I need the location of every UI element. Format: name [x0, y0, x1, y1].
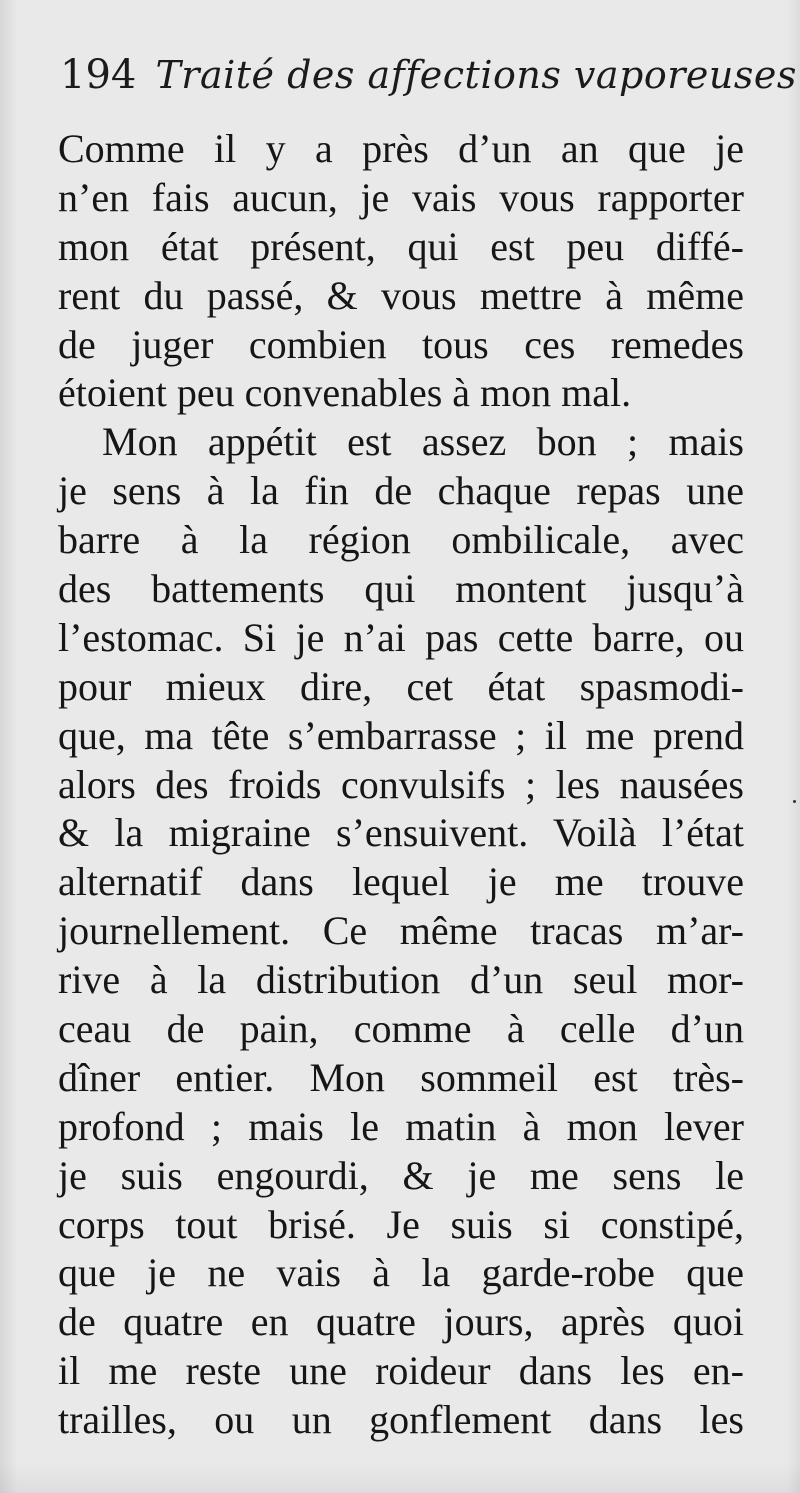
text-line: trailles, ou un gonflement dans les [58, 1397, 744, 1443]
text-line: je suis engourdi, & je me sens le [58, 1152, 744, 1198]
text-line: rent du passé, & vous mettre à même [58, 272, 744, 318]
text-line: ceau de pain, comme à celle d’un [58, 1006, 744, 1052]
text-line: il me reste une roideur dans les en- [58, 1348, 744, 1394]
text-line: alternatif dans lequel je me trouve [58, 859, 744, 905]
text-line: des battements qui montent jusqu’à [58, 566, 744, 612]
paragraph-first-line: Mon appétit est assez bon ; mais [102, 419, 744, 465]
text-line: pour mieux dire, cet état spasmodi- [58, 663, 744, 709]
text-line: rive à la distribution d’un seul mor- [58, 957, 744, 1003]
ink-speck [793, 800, 796, 803]
text-line: profond ; mais le matin à mon lever [58, 1103, 744, 1149]
text-line: alors des froids convulsifs ; les nausées [58, 761, 744, 807]
text-line: que je ne vais à la garde-robe que [58, 1250, 744, 1296]
text-line: l’estomac. Si je n’ai pas cette barre, ou [58, 614, 744, 660]
text-line: journellement. Ce même tracas m’ar- [58, 908, 744, 954]
page-number: 194 [60, 52, 137, 98]
text-line: je sens à la fin de chaque repas une [58, 468, 744, 514]
text-line: corps tout brisé. Je suis si constipé, [58, 1201, 744, 1247]
body-text [58, 125, 744, 1445]
text-line: de juger combien tous ces remedes [58, 321, 744, 367]
running-title: Traité des affections vaporeuses [155, 53, 797, 97]
text-line: que, ma tête s’embarrasse ; il me prend [58, 712, 744, 758]
text-line: dîner entier. Mon sommeil est très- [58, 1054, 744, 1100]
text-line: & la migraine s’ensuivent. Voilà l’état [58, 810, 744, 856]
text-line: n’en fais aucun, je vais vous rapporter [58, 174, 744, 220]
text-line: étoient peu convenables à mon mal. [58, 370, 632, 416]
running-head [60, 52, 797, 112]
text-line: mon état présent, qui est peu diffé- [58, 223, 744, 269]
text-line: de quatre en quatre jours, après quoi [58, 1299, 744, 1345]
text-line: barre à la région ombilicale, avec [58, 517, 744, 563]
text-line: Comme il y a près d’un an que je [58, 126, 744, 171]
